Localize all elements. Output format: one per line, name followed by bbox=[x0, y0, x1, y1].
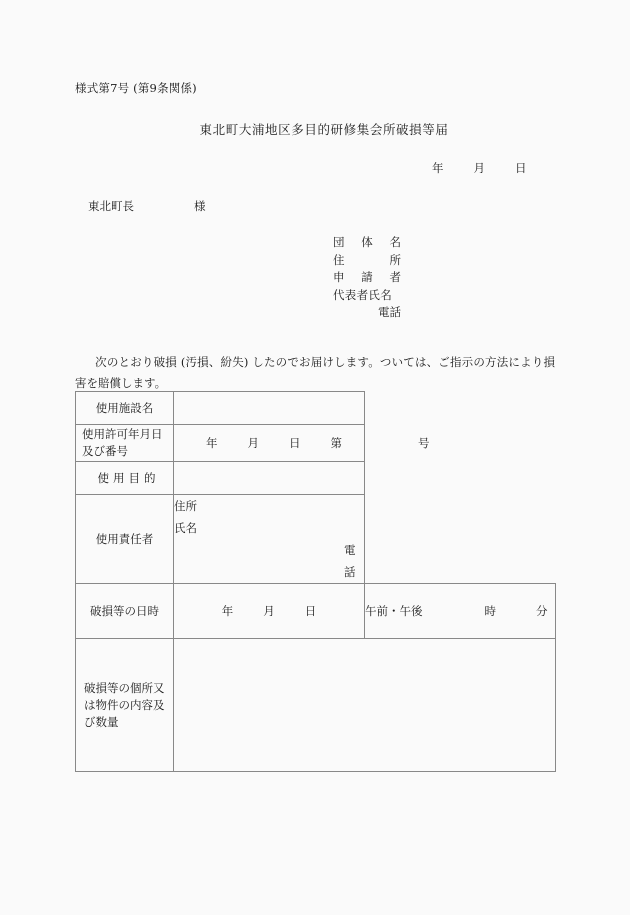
addressee bbox=[88, 198, 206, 214]
applicant-telephone-label: 電話 bbox=[378, 305, 401, 319]
permit-label-line1: 使用許可年月日 bbox=[82, 427, 163, 441]
responsible-person-telephone-label: 電話 bbox=[344, 543, 356, 579]
applicant-organization-label: 団 体 名 bbox=[333, 235, 401, 249]
damage-date-value[interactable] bbox=[174, 584, 365, 639]
responsible-person-name-row bbox=[174, 517, 364, 583]
permit-year-label: 年 bbox=[206, 436, 218, 450]
responsible-person-label: 使用責任者 bbox=[76, 495, 174, 584]
purpose-label: 使用目的 bbox=[76, 462, 174, 495]
table-row-purpose bbox=[76, 462, 556, 495]
damage-detail-label-line3: び数量 bbox=[84, 714, 119, 729]
permit-value[interactable] bbox=[174, 425, 430, 462]
damage-time-value[interactable] bbox=[365, 584, 556, 639]
permit-day-label: 日 bbox=[289, 436, 301, 450]
table-row-responsible-person bbox=[76, 495, 556, 584]
table-row-facility bbox=[76, 392, 556, 425]
damage-day-label: 日 bbox=[304, 604, 317, 618]
facility-label: 使用施設名 bbox=[76, 392, 174, 425]
addressee-honorific: 様 bbox=[194, 199, 206, 213]
body-paragraph bbox=[75, 352, 555, 394]
purpose-value[interactable] bbox=[174, 462, 365, 495]
damage-hour-label: 時 bbox=[484, 604, 496, 618]
applicant-block bbox=[333, 234, 401, 322]
damage-detail-label-line2: は物件の内容及 bbox=[84, 697, 165, 712]
table-row-permit bbox=[76, 425, 556, 462]
applicant-representative-label: 代表者氏名 bbox=[333, 287, 392, 302]
responsible-person-name-label: 氏名 bbox=[174, 521, 197, 535]
damage-datetime-label: 破損等の日時 bbox=[76, 584, 174, 639]
responsible-person-address-label: 住所 bbox=[174, 499, 197, 513]
damage-detail-label-line1: 破損等の個所又 bbox=[84, 680, 165, 695]
applicant-address-label: 住 所 bbox=[333, 252, 401, 267]
damage-minute-label: 分 bbox=[536, 604, 548, 618]
form-code: 様式第7号 (第9条関係) bbox=[75, 81, 197, 95]
permit-label-line2: 及び番号 bbox=[82, 444, 128, 458]
date-day-label: 日 bbox=[515, 161, 527, 175]
responsible-person-value[interactable] bbox=[174, 495, 365, 584]
applicant-label: 申 請 者 bbox=[333, 270, 401, 284]
table-row-damage-detail bbox=[76, 639, 556, 772]
damage-detail-value[interactable] bbox=[174, 639, 556, 772]
body-paragraph-text: 次のとおり破損 (汚損、紛失) したのでお届けします。ついては、ご指示の方法により損害を賠償します。 bbox=[75, 355, 555, 390]
date-month-label: 月 bbox=[473, 161, 485, 175]
damage-month-label: 月 bbox=[263, 604, 275, 618]
addressee-name: 東北町長 bbox=[88, 199, 134, 213]
date-year-label: 年 bbox=[432, 161, 444, 175]
permit-month-label: 月 bbox=[247, 436, 259, 450]
permit-number-suffix: 号 bbox=[418, 436, 430, 450]
damage-ampm-label: 午前・午後 bbox=[365, 604, 423, 618]
table-row-damage-datetime bbox=[76, 584, 556, 639]
permit-label bbox=[76, 425, 174, 462]
document-title: 東北町大浦地区多目的研修集会所破損等届 bbox=[199, 122, 449, 137]
permit-number-prefix: 第 bbox=[330, 436, 342, 450]
date-line bbox=[432, 160, 527, 176]
damage-report-table bbox=[75, 391, 556, 772]
damage-detail-label bbox=[76, 639, 174, 772]
damage-year-label: 年 bbox=[221, 604, 234, 618]
facility-value[interactable] bbox=[174, 392, 365, 425]
